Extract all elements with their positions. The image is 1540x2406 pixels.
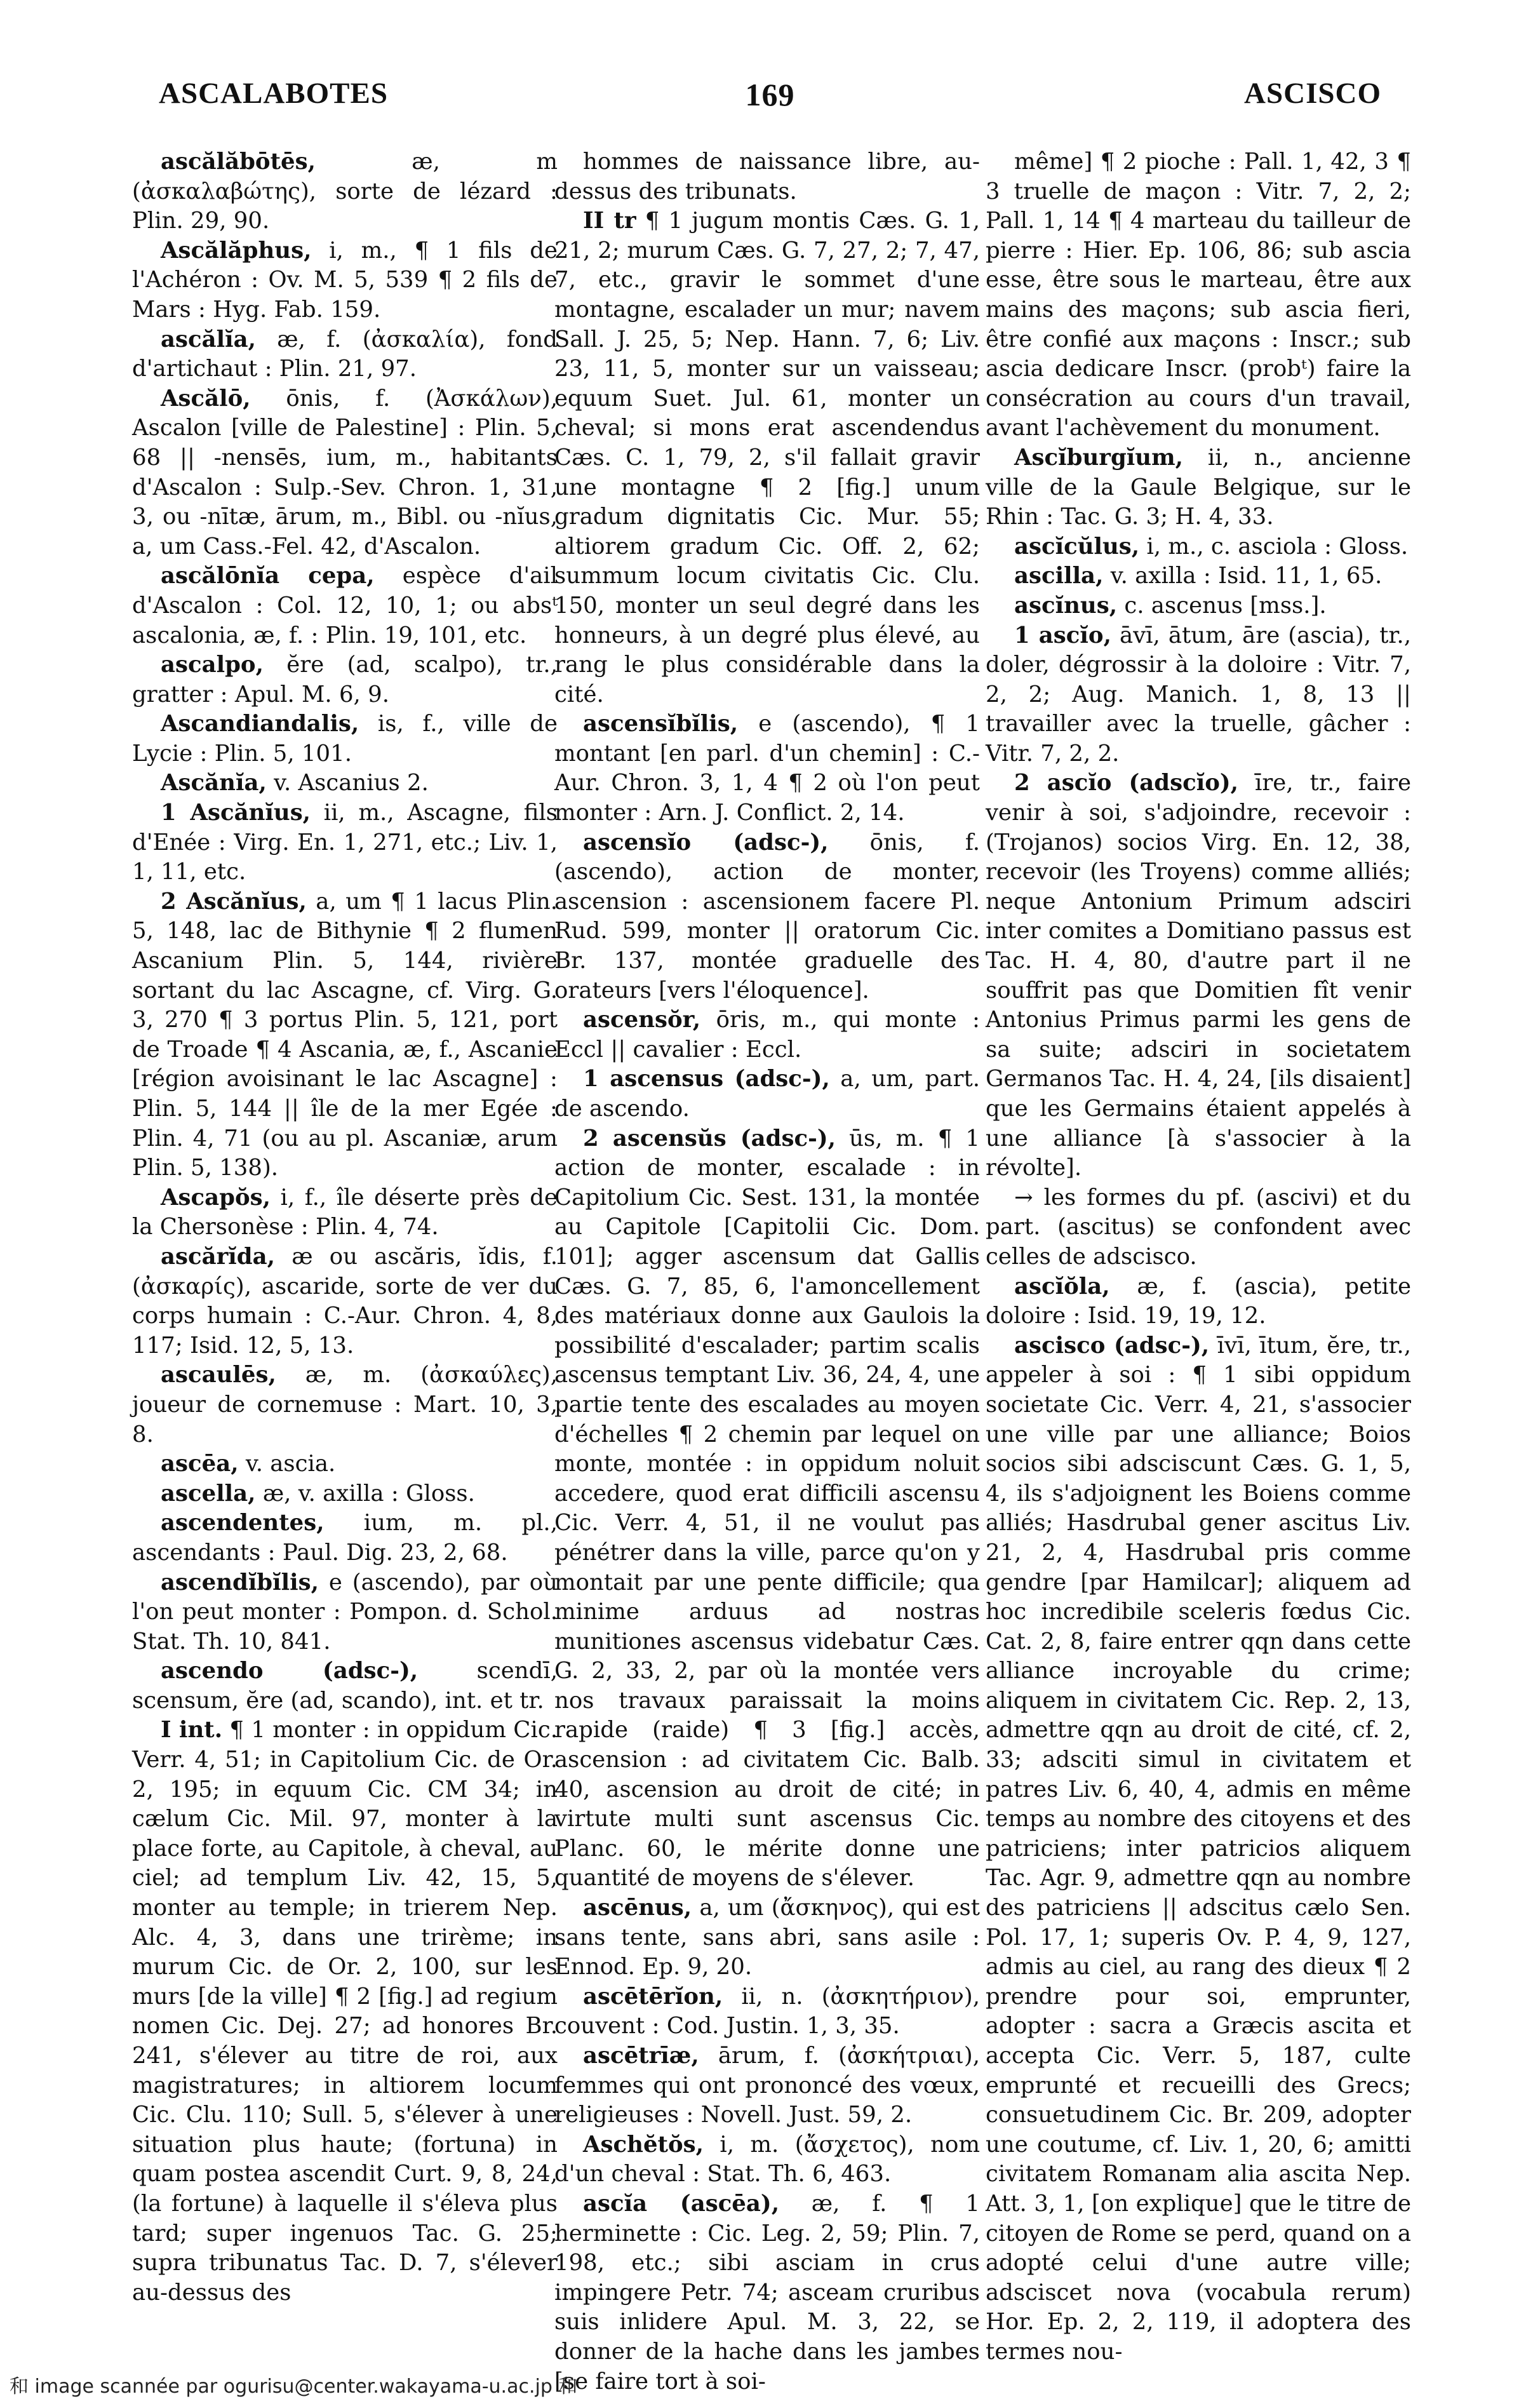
dictionary-entry (986, 621, 1411, 769)
entry-headword: Ascănĭa, (161, 770, 267, 796)
dictionary-entry (554, 1005, 980, 1065)
entry-headword: ascărĭda, (161, 1243, 275, 1270)
dictionary-entry (132, 1568, 558, 1657)
entry-definition: i, m., ¶ 1 fils de l'Achéron : Ov. M. 5, 539 ¶ 2 fils de Mars : Hyg. Fab. 159. (132, 237, 558, 323)
dictionary-entry (132, 147, 558, 236)
dictionary-entry (554, 1982, 980, 2041)
entry-definition: ii, m., Ascagne, fils d'Enée : Virg. En. 1, 271, etc.; Liv. 1, 1, 11, etc. (132, 800, 558, 885)
entry-headword: ascella, (161, 1480, 256, 1507)
entry-headword: ascētrīæ, (583, 2043, 699, 2069)
entry-definition: ūs, m. ¶ 1 action de monter, escalade : in Capitolium Cic. Sest. 131, la montée au Capitole [Capitolii Cic. Dom. 101]; agger ascensum dat Gallis Cæs. G. 7, 85, 6, l'amoncellement des matériaux donne aux Gaulois la possibilité d'escalader; partim scalis ascensus temptant Liv. 36, 24, 4, une partie tente des escalades au moyen d'échelles ¶ 2 chemin par lequel on monte, montée : in oppidum noluit accedere, quod erat difficili ascensu Cic. Verr. 4, 51, il ne voulut pas pénétrer dans la ville, parce qu'on y montait par une pente difficile; qua minime arduus ad nostras munitiones ascensus videbatur Cæs. G. 2, 33, 2, par où la montée vers nos travaux paraissait la moins rapide (raide) ¶ 3 [fig.] accès, ascension : ad civitatem Cic. Balb. 40, ascension au droit de cité; in virtute multi sunt ascensus Cic. Planc. 60, le mérite donne une quantité de moyens de s'élever. (554, 1125, 980, 1892)
dictionary-entry (132, 1479, 558, 1509)
entry-definition: c. ascenus [mss.]. (1117, 592, 1327, 619)
entry-definition: i, m. (ἄσχετος), nom d'un cheval : Stat. Th. 6, 463. (554, 2131, 980, 2188)
entry-headword: 2 ascĭo (adscĭo), (1014, 770, 1239, 796)
entry-definition: æ, m (ἀσκαλαβώτης), sorte de lézard : Plin. 29, 90. (132, 149, 558, 234)
dictionary-entry (554, 828, 980, 1006)
entry-definition: æ, f. (ascia), petite doloire : Isid. 19, 19, 12. (986, 1273, 1411, 1329)
entry-definition: a, um (ἄσκηνος), qui est sans tente, sans abri, sans asile : Ennod. Ep. 9, 20. (554, 1895, 980, 1980)
entry-headword: Ascălō, (161, 385, 251, 412)
entry-definition: e (ascendo), par où l'on peut monter : Pompon. d. Schol. Stat. Th. 10, 841. (132, 1569, 558, 1655)
entry-headword: ascălōnĭa cepa, (161, 563, 375, 589)
entry-definition: v. Ascanius 2. (266, 770, 429, 796)
dictionary-entry (554, 2130, 980, 2189)
entry-definition: ium, m. pl., ascendants : Paul. Dig. 23, 2, 68. (132, 1510, 558, 1566)
entry-definition: a, um ¶ 1 lacus Plin. 5, 148, lac de Bithynie ¶ 2 flumen Ascanium Plin. 5, 144, rivière sortant du lac Ascagne, cf. Virg. G. 3, 270 ¶ 3 portus Plin. 5, 121, port de Troade ¶ 4 Ascania, æ, f., Ascanie [région avoisinant le lac Ascagne] : Plin. 5, 144 || île de la mer Egée : Plin. 4, 71 (ou au pl. Ascaniæ, arum Plin. 5, 138). (132, 888, 558, 1181)
entry-definition: scendī, scensum, ĕre (ad, scando), int. et tr. (132, 1658, 558, 1714)
dictionary-entry (132, 1716, 558, 2308)
entry-headword: ascēnus, (583, 1895, 692, 1921)
entry-headword: ascălĭa, (161, 326, 256, 353)
dictionary-entry (132, 709, 558, 769)
dictionary-entry (554, 1124, 980, 1893)
dictionary-entry (986, 147, 1411, 443)
entry-definition: ii, n. (ἀσκητήριον), couvent : Cod. Justin. 1, 3, 35. (554, 1983, 980, 2040)
dictionary-entry (132, 887, 558, 1183)
entry-definition: īre, tr., faire venir à soi, s'adjoindre, recevoir : (Trojanos) socios Virg. En. 12, 38, recevoir (les Troyens) comme alliés; neque Antonium Primum adsciri inter comites a Domitiano passus est Tac. H. 4, 80, d'autre part il ne souffrit pas que Domitien fît venir Antonius Primus parmi les gens de sa suite; adsciri in societatem Germanos Tac. H. 4, 24, [ils disaient] que les Germains étaient appelés à une alliance [à s'associer à la révolte]. (986, 770, 1411, 1181)
dictionary-entry (986, 1183, 1411, 1272)
entry-definition: ĕre (ad, scalpo), tr., gratter : Apul. M. 6, 9. (132, 652, 558, 708)
dictionary-entry (132, 384, 558, 562)
dictionary-entry (986, 443, 1411, 532)
dictionary-entry (132, 1183, 558, 1242)
dictionary-entry (986, 1272, 1411, 1331)
entry-headword: ascaulēs, (161, 1362, 276, 1388)
entry-definition: æ, v. axilla : Gloss. (255, 1480, 475, 1507)
dictionary-entry (132, 1657, 558, 1716)
column-1 (132, 147, 558, 2320)
column-3 (986, 147, 1412, 2365)
entry-definition: i, f., île déserte près de la Chersonèse : Plin. 4, 74. (132, 1184, 558, 1240)
dictionary-entry (132, 561, 558, 650)
running-head-left: ASCALABOTES (159, 77, 388, 110)
dictionary-entry (554, 206, 980, 709)
entry-definition: ōnis, f. (ascendo), action de monter, ascension : ascensionem facere Pl. Rud. 599, monter || oratorum Cic. Br. 137, montée graduelle des orateurs [vers l'éloquence]. (554, 829, 981, 1004)
entry-headword: Ascĭburgĭum, (1014, 444, 1184, 471)
entry-headword: I int. (161, 1717, 223, 1744)
entry-definition: hommes de naissance libre, au-dessus des tribunats. (554, 149, 980, 205)
entry-headword: 1 ascensus (adsc-), (583, 1066, 830, 1092)
page-number: 169 (745, 77, 795, 112)
dictionary-entry (986, 532, 1411, 562)
dictionary-entry (986, 591, 1411, 621)
dictionary-entry (554, 709, 980, 828)
entry-definition: e (ascendo), ¶ 1 montant [en parl. d'un chemin] : C.-Aur. Chron. 3, 1, 4 ¶ 2 où l'on peut monter : Arn. J. Conflict. 2, 14. (554, 711, 980, 826)
entry-definition: ārum, f. (ἀσκήτριαι), femmes qui ont prononcé des vœux, religieuses : Novell. Just. 59, 2. (554, 2043, 980, 2128)
entry-headword: 1 ascĭo, (1014, 622, 1111, 649)
dictionary-entry (132, 1242, 558, 1361)
entry-headword: ascētērĭon, (583, 1983, 723, 2010)
entry-headword: 2 ascensŭs (adsc-), (583, 1125, 836, 1152)
entry-definition: æ, m. (ἀσκαύλες), joueur de cornemuse : Mart. 10, 3, 8. (132, 1362, 558, 1448)
entry-headword: ascĭcŭlus, (1014, 533, 1140, 560)
dictionary-entry (132, 650, 558, 709)
dictionary-entry (554, 1065, 980, 1124)
entry-headword: ascĭa (ascēa), (583, 2190, 780, 2217)
column-2 (554, 147, 981, 2395)
entry-definition: i, m., c. asciola : Gloss. (1139, 533, 1409, 560)
entry-headword: ascensŏr, (583, 1007, 701, 1033)
dictionary-entry (986, 1331, 1411, 2367)
dictionary-entry (554, 2041, 980, 2130)
entry-definition: v. ascia. (238, 1451, 336, 1477)
dictionary-entry (986, 769, 1411, 1183)
entry-definition: āvī, ātum, āre (ascia), tr., doler, dégrossir à la doloire : Vitr. 7, 2, 2; Aug. Manich. 1, 8, 13 || travailler avec la truelle, gâcher : Vitr. 7, 2, 2. (986, 622, 1411, 767)
entry-definition: a, um, part. de ascendo. (554, 1066, 980, 1122)
entry-definition: ōris, m., qui monte : Eccl || cavalier : Eccl. (554, 1007, 980, 1063)
entry-headword: ascēa, (161, 1451, 239, 1477)
entry-headword: Ascapŏs, (161, 1184, 271, 1211)
dictionary-entry (132, 1509, 558, 1568)
scan-credit: 和 image scannée par ogurisu@center.wakayama-u.ac.jp 和 (10, 2376, 578, 2398)
entry-definition: même] ¶ 2 pioche : Pall. 1, 42, 3 ¶ 3 truelle de maçon : Vitr. 7, 2, 2; Pall. 1, 14 ¶ 4 marteau du tailleur de pierre : Hier. Ep. 106, 86; sub ascia esse, être sous le marteau, être aux mains des maçons; sub ascia fieri, être confié aux maçons : Inscr.; sub ascia dedicare Inscr. (probᵗ) faire la consécration au cours d'un travail, avant l'achèvement du monument. (986, 149, 1411, 441)
entry-headword: ascisco (adsc-), (1014, 1332, 1210, 1359)
dictionary-entry (132, 325, 558, 384)
entry-headword: ascilla, (1014, 563, 1104, 589)
entry-definition: ¶ 1 monter : in oppidum Cic. Verr. 4, 51; in Capitolium Cic. de Or. 2, 195; in equum Cic. CM 34; in cælum Cic. Mil. 97, monter à la place forte, au Capitole, à cheval, au ciel; ad templum Liv. 42, 15, 5, monter au temple; in trierem Nep. Alc. 4, 3, dans une trirème; in murum Cic. de Or. 2, 100, sur les murs [de la ville] ¶ 2 [fig.] ad regium nomen Cic. Dej. 27; ad honores Br. 241, s'élever au titre de roi, aux magistratures; in altiorem locum Cic. Clu. 110; Sull. 5, s'élever à une situation plus haute; (fortuna) in quam postea ascendit Curt. 9, 8, 24, (la fortune) à laquelle il s'éleva plus tard; super ingenuos Tac. G. 25; supra tribunatus Tac. D. 7, s'élever au-dessus des (132, 1717, 558, 2306)
dictionary-entry (554, 1893, 980, 1982)
dictionary-entry (986, 561, 1411, 591)
entry-headword: ascendĭbĭlis, (161, 1569, 319, 1596)
entry-headword: 2 Ascănĭus, (161, 888, 307, 915)
entry-headword: ascendentes, (161, 1510, 325, 1536)
dictionary-entry (132, 769, 558, 798)
entry-definition: v. axilla : Isid. 11, 1, 65. (1103, 563, 1383, 589)
dictionary-entry (554, 2189, 980, 2396)
entry-headword: ascensĭbĭlis, (583, 711, 739, 737)
entry-headword: Ascălăphus, (161, 237, 312, 264)
entry-definition: æ, f. ¶ 1 herminette : Cic. Leg. 2, 59; Plin. 7, 198, etc.; sibi asciam in crus impingere Petr. 74; asceam cruribus suis inlidere Apul. M. 3, 22, se donner de la hache dans les jambes [se faire tort à soi- (554, 2190, 980, 2395)
entry-headword: 1 Ascănĭus, (161, 800, 311, 826)
entry-headword: ascensĭo (adsc-), (583, 829, 829, 856)
entry-definition: espèce d'ail d'Ascalon : Col. 12, 10, 1; ou absᵗ ascalonia, æ, f. : Plin. 19, 101, etc. (132, 563, 558, 649)
dictionary-entry (132, 1361, 558, 1449)
entry-headword: ascălăbōtēs, (161, 149, 316, 175)
entry-headword: Ascandiandalis, (161, 711, 359, 737)
page-header (159, 76, 1381, 133)
entry-definition: is, f., ville de Lycie : Plin. 5, 101. (132, 711, 558, 767)
dictionary-entry (132, 798, 558, 887)
running-head-right: ASCISCO (1244, 77, 1381, 110)
entry-definition: ōnis, f. (Ἀσκάλων), Ascalon [ville de Palestine] : Plin. 5, 68 || -nensēs, ium, m., habitants d'Ascalon : Sulp.-Sev. Chron. 1, 31, 3, ou -nītæ, ārum, m., Bibl. ou -nĭus, a, um Cass.-Fel. 42, d'Ascalon. (132, 385, 558, 560)
dictionary-entry (132, 1449, 558, 1479)
entry-definition: → les formes du pf. (ascivi) et du part. (ascitus) se confondent avec celles de adscisco. (986, 1184, 1411, 1270)
entry-headword: ascendo (adsc-), (161, 1658, 418, 1684)
entry-definition: ii, n., ancienne ville de la Gaule Belgique, sur le Rhin : Tac. G. 3; H. 4, 33. (986, 444, 1411, 530)
entry-definition: æ ou ascăris, ĭdis, f. (ἀσκαρίς), ascaride, sorte de ver du corps humain : C.-Aur. Chron. 4, 8, 117; Isid. 12, 5, 13. (132, 1243, 558, 1359)
entry-headword: II tr (583, 208, 636, 234)
entry-definition: æ, f. (ἀσκαλία), fond d'artichaut : Plin. 21, 97. (132, 326, 558, 382)
entry-headword: ascalpo, (161, 652, 264, 678)
dictionary-entry (554, 147, 980, 206)
entry-definition: īvī, ītum, ĕre, tr., appeler à soi : ¶ 1 sibi oppidum societate Cic. Verr. 4, 21, s'associer une ville par une alliance; Boios socios sibi adsciscunt Cæs. G. 1, 5, 4, ils s'adjoignent les Boiens comme alliés; Hasdrubal gener ascitus Liv. 21, 2, 4, Hasdrubal pris comme gendre [par Hamilcar]; aliquem ad hoc incredibile sceleris fœdus Cic. Cat. 2, 8, faire entrer qqn dans cette alliance incroyable du crime; aliquem in civitatem Cic. Rep. 2, 13, admettre qqn au droit de cité, cf. 2, 33; adsciti simul in civitatem et patres Liv. 6, 40, 4, admis en même temps au nombre des citoyens et des patriciens; inter patricios aliquem Tac. Agr. 9, admettre qqn au nombre des patriciens || adscitus cælo Sen. Pol. 17, 1; superis Ov. P. 4, 9, 127, admis au ciel, au rang des dieux ¶ 2 prendre pour soi, emprunter, adopter : sacra a Græcis ascita et accepta Cic. Verr. 5, 187, culte emprunté et recueilli des Grecs; consuetudinem Cic. Br. 209, adopter une coutume, cf. Liv. 1, 20, 6; amitti civitatem Romanam alia ascita Nep. Att. 3, 1, [on explique] que le titre de citoyen de Rome se perd, quand on a adopté celui d'une autre ville; adsciscet nova (vocabula rerum) Hor. Ep. 2, 2, 119, il adoptera des termes nou- (986, 1332, 1412, 2365)
entry-headword: ascĭnus, (1014, 592, 1118, 619)
entry-definition: ¶ 1 jugum montis Cæs. G. 1, 21, 2; murum Cæs. G. 7, 27, 2; 7, 47, 7, etc., gravir le sommet d'une montagne, escalader un mur; navem Sall. J. 25, 5; Nep. Hann. 7, 6; Liv. 23, 11, 5, monter sur un vaisseau; equum Suet. Jul. 61, monter un cheval; si mons erat ascendendus Cæs. C. 1, 79, 2, s'il fallait gravir une montagne ¶ 2 [fig.] unum gradum dignitatis Cic. Mur. 55; altiorem gradum Cic. Off. 2, 62; summum locum civitatis Cic. Clu. 150, monter un seul degré dans les honneurs, à un degré plus élevé, au rang le plus considérable dans la cité. (554, 208, 980, 708)
dictionary-entry (132, 236, 558, 325)
entry-headword: Aschĕtŏs, (583, 2131, 704, 2158)
entry-headword: ascĭŏla, (1014, 1273, 1110, 1300)
